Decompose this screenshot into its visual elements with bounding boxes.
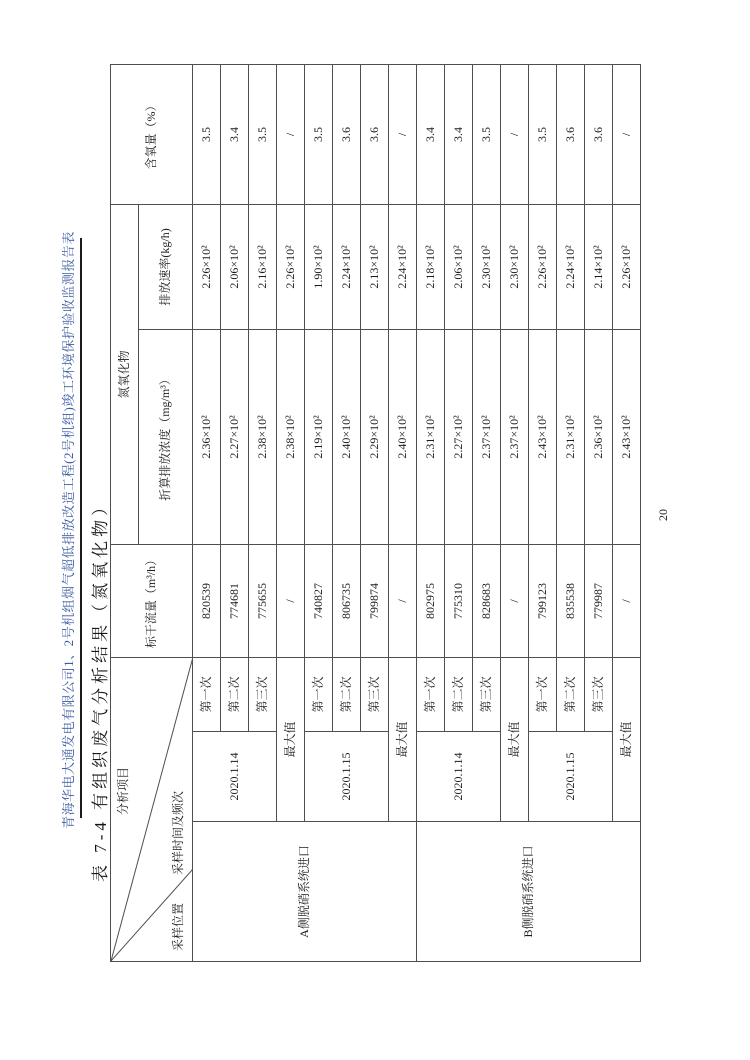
header-underline bbox=[80, 238, 82, 818]
flow-cell: 799874 bbox=[361, 544, 389, 657]
conc-cell: 2.37×10² bbox=[501, 329, 529, 544]
corner-label-sampling-position: 采样位置 bbox=[171, 902, 185, 951]
o2-cell: / bbox=[277, 64, 305, 204]
conc-cell: 2.31×10² bbox=[417, 329, 445, 544]
o2-cell: 3.6 bbox=[557, 64, 585, 204]
run-label-cell: 第三次 bbox=[361, 657, 389, 731]
table-row bbox=[417, 64, 445, 961]
corner-label-analysis-item: 分析项目 bbox=[116, 766, 130, 815]
rate-cell: 2.24×10² bbox=[333, 204, 361, 329]
run-label-cell: 第一次 bbox=[529, 657, 557, 731]
page-number: 20 bbox=[656, 509, 670, 521]
conc-cell: 2.36×10² bbox=[585, 329, 613, 544]
conc-cell: 2.43×10² bbox=[529, 329, 557, 544]
rate-cell: 2.30×10² bbox=[473, 204, 501, 329]
conc-cell: 2.36×10² bbox=[193, 329, 221, 544]
conc-cell: 2.31×10² bbox=[557, 329, 585, 544]
rate-cell: 2.06×10² bbox=[221, 204, 249, 329]
corner-label-sampling-time: 采样时间及频次 bbox=[171, 790, 185, 875]
column-header-rate: 排放速率(kg/h) bbox=[139, 204, 193, 329]
o2-cell: 3.5 bbox=[193, 64, 221, 204]
conc-cell: 2.29×10² bbox=[361, 329, 389, 544]
rate-cell: 2.26×10² bbox=[529, 204, 557, 329]
o2-cell: 3.5 bbox=[305, 64, 333, 204]
date-cell: 2020.1.15 bbox=[529, 732, 613, 822]
flow-cell: 774681 bbox=[221, 544, 249, 657]
flow-cell: / bbox=[613, 544, 641, 657]
conc-cell: 2.37×10² bbox=[473, 329, 501, 544]
column-header-conc: 折算排放浓度（mg/m³） bbox=[139, 329, 193, 544]
o2-cell: 3.5 bbox=[529, 64, 557, 204]
column-header-flow: 标干流量（m³/h） bbox=[111, 544, 193, 657]
o2-cell: 3.6 bbox=[333, 64, 361, 204]
o2-cell: / bbox=[389, 64, 417, 204]
o2-cell: 3.6 bbox=[585, 64, 613, 204]
diagonal-corner-cell bbox=[111, 657, 193, 961]
o2-cell: 3.6 bbox=[361, 64, 389, 204]
max-label-cell: 最大值 bbox=[389, 657, 417, 821]
run-label-cell: 第一次 bbox=[305, 657, 333, 731]
flow-cell: 806735 bbox=[333, 544, 361, 657]
rate-cell: 2.24×10² bbox=[557, 204, 585, 329]
o2-cell: / bbox=[501, 64, 529, 204]
run-label-cell: 第一次 bbox=[193, 657, 221, 731]
run-label-cell: 第三次 bbox=[249, 657, 277, 731]
flow-cell: 799123 bbox=[529, 544, 557, 657]
position-cell: B侧脱硝系统进口 bbox=[417, 822, 641, 962]
date-cell: 2020.1.14 bbox=[193, 732, 277, 822]
run-label-cell: 第二次 bbox=[221, 657, 249, 731]
rate-cell: 2.30×10² bbox=[501, 204, 529, 329]
rate-cell: 2.18×10² bbox=[417, 204, 445, 329]
conc-cell: 2.43×10² bbox=[613, 329, 641, 544]
rate-cell: 2.24×10² bbox=[389, 204, 417, 329]
rate-cell: 2.16×10² bbox=[249, 204, 277, 329]
o2-cell: 3.5 bbox=[249, 64, 277, 204]
rate-cell: 2.26×10² bbox=[277, 204, 305, 329]
flow-cell: 775655 bbox=[249, 544, 277, 657]
conc-cell: 2.38×10² bbox=[249, 329, 277, 544]
flow-cell: / bbox=[277, 544, 305, 657]
run-label-cell: 第二次 bbox=[333, 657, 361, 731]
conc-cell: 2.38×10² bbox=[277, 329, 305, 544]
table-title: 表 7-4 有组织废气分析结果（氮氧化物） bbox=[91, 494, 110, 882]
flow-cell: / bbox=[501, 544, 529, 657]
conc-cell: 2.40×10² bbox=[333, 329, 361, 544]
run-label-cell: 第三次 bbox=[473, 657, 501, 731]
date-cell: 2020.1.15 bbox=[305, 732, 389, 822]
rate-cell: 2.14×10² bbox=[585, 204, 613, 329]
rate-cell: 2.06×10² bbox=[445, 204, 473, 329]
run-label-cell: 第三次 bbox=[585, 657, 613, 731]
flow-cell: 740827 bbox=[305, 544, 333, 657]
flow-cell: 802975 bbox=[417, 544, 445, 657]
o2-cell: 3.5 bbox=[473, 64, 501, 204]
column-header-nox-group: 氮氧化物 bbox=[111, 204, 139, 544]
date-cell: 2020.1.14 bbox=[417, 732, 501, 822]
conc-cell: 2.19×10² bbox=[305, 329, 333, 544]
flow-cell: 828683 bbox=[473, 544, 501, 657]
header-row-group bbox=[111, 64, 139, 961]
conc-cell: 2.40×10² bbox=[389, 329, 417, 544]
rate-cell: 2.26×10² bbox=[613, 204, 641, 329]
o2-cell: 3.4 bbox=[221, 64, 249, 204]
rate-cell: 2.26×10² bbox=[193, 204, 221, 329]
max-label-cell: 最大值 bbox=[277, 657, 305, 821]
run-label-cell: 第二次 bbox=[445, 657, 473, 731]
column-header-o2: 含氧量（%） bbox=[111, 64, 193, 204]
rate-cell: 2.13×10² bbox=[361, 204, 389, 329]
flow-cell: 779987 bbox=[585, 544, 613, 657]
max-label-cell: 最大值 bbox=[501, 657, 529, 821]
table-row bbox=[193, 64, 221, 961]
conc-cell: 2.27×10² bbox=[221, 329, 249, 544]
run-label-cell: 第二次 bbox=[557, 657, 585, 731]
flow-cell: / bbox=[389, 544, 417, 657]
o2-cell: / bbox=[613, 64, 641, 204]
monitoring-results-table bbox=[110, 64, 641, 962]
rate-cell: 1.90×10² bbox=[305, 204, 333, 329]
run-label-cell: 第一次 bbox=[417, 657, 445, 731]
conc-cell: 2.27×10² bbox=[445, 329, 473, 544]
o2-cell: 3.4 bbox=[417, 64, 445, 204]
o2-cell: 3.4 bbox=[445, 64, 473, 204]
flow-cell: 820539 bbox=[193, 544, 221, 657]
flow-cell: 835538 bbox=[557, 544, 585, 657]
flow-cell: 775310 bbox=[445, 544, 473, 657]
position-cell: A侧脱硝系统进口 bbox=[193, 822, 417, 962]
document-header: 青海华电大通发电有限公司1、2号机组烟气超低排放改造工程(2号机组)竣工环境保护验收监测报告表 bbox=[61, 231, 76, 829]
max-label-cell: 最大值 bbox=[613, 657, 641, 821]
